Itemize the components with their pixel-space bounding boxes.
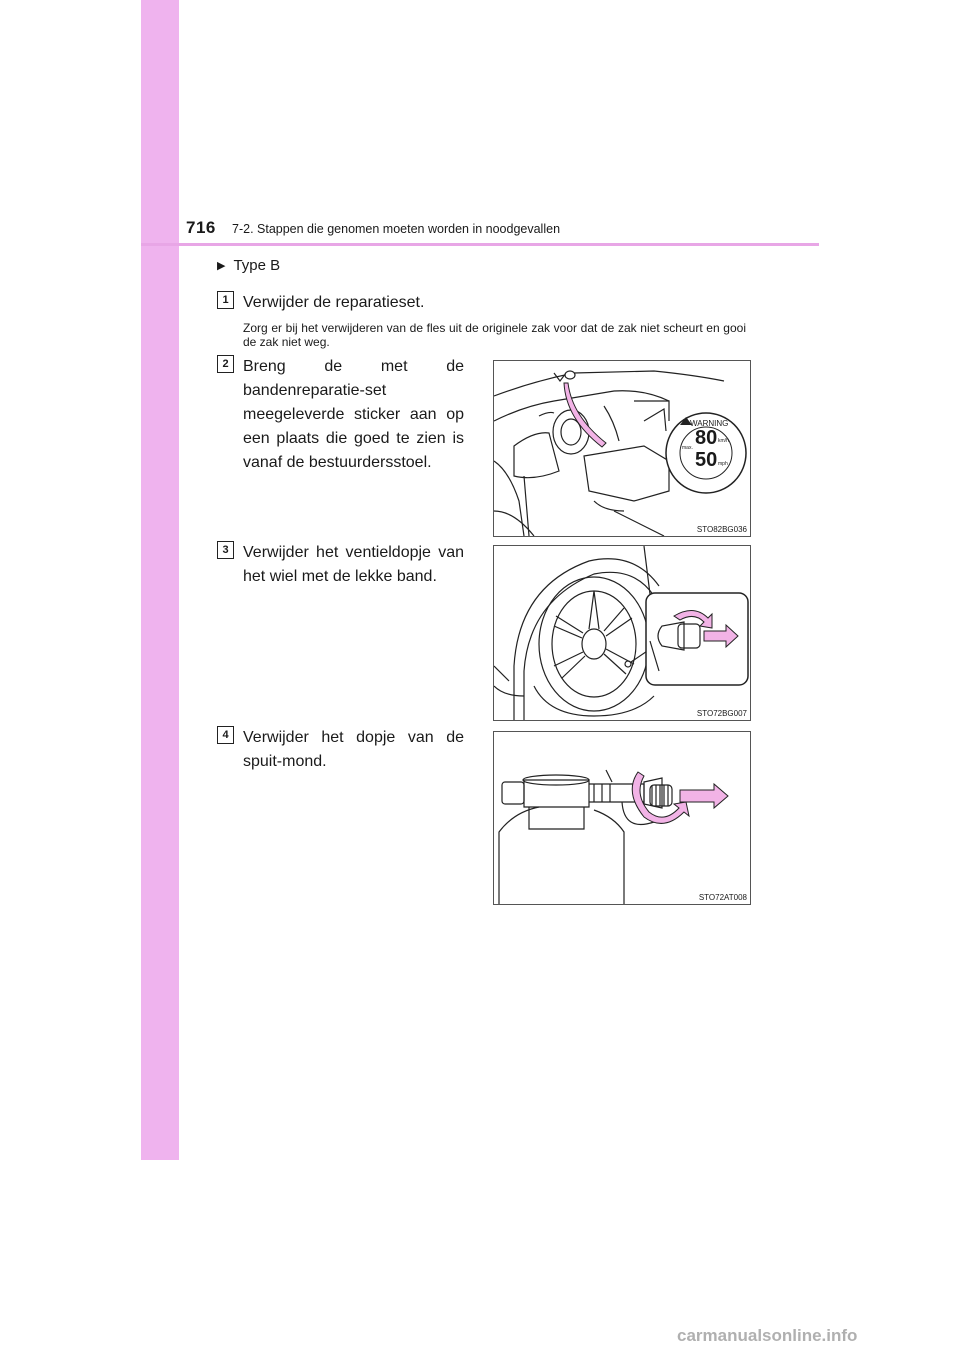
wheel-illustration: [494, 546, 750, 720]
step-badge-4: 4: [217, 726, 234, 744]
step-1-text: Verwijder de reparatieset.: [243, 294, 425, 311]
triangle-bullet-icon: ▶: [217, 260, 226, 272]
bottle-illustration: [494, 732, 750, 904]
figure-code: STO72AT008: [698, 893, 747, 902]
pull-arrow-icon: [680, 784, 728, 808]
type-label: [217, 257, 280, 274]
page-number: 716: [186, 218, 216, 237]
sticker-location-marker: [565, 371, 575, 379]
step-badge-2: 2: [217, 355, 234, 373]
step-1-note: Zorg er bij het verwijderen van de fles uit de originele zak voor dat de zak niet scheurt en gooi de zak niet weg.: [243, 321, 746, 349]
sticker-unit-mph: mph: [718, 461, 728, 467]
step-badge-3: 3: [217, 541, 234, 559]
figure-code: STO82BG036: [696, 525, 747, 534]
sticker-speed-kmh: 80: [695, 427, 718, 449]
step-3-text: Verwijder het ventieldopje van het wiel met de lekke band.: [243, 544, 464, 585]
step-2-text: Breng de met de bandenreparatie-set meegeleverde sticker aan op een plaats die goed te zien is vanaf de bestuurdersstoel.: [243, 358, 464, 471]
placement-arrow-icon: [564, 383, 606, 447]
type-label-text: Type B: [233, 257, 281, 274]
step-badge-1: 1: [217, 291, 234, 309]
step-4-text: Verwijder het dopje van de spuit-mond.: [243, 729, 464, 770]
sticker-top-label: WARNING: [690, 419, 729, 428]
watermark: carmanualsonline.info: [677, 1326, 858, 1345]
header-rule: [141, 243, 819, 246]
side-band: [141, 0, 179, 1160]
figure-sticker-placement: [493, 360, 751, 537]
figure-valve-cap: [493, 545, 751, 721]
figure-nozzle-cap: [493, 731, 751, 905]
sticker-unit-kmh: km/h: [718, 438, 729, 444]
section-title: 7-2. Stappen die genomen moeten worden in noodgevallen: [232, 222, 561, 236]
sticker-max-label: max.: [682, 445, 693, 451]
figure-code: STO72BG007: [696, 709, 747, 718]
sticker-speed-mph: 50: [695, 449, 718, 471]
